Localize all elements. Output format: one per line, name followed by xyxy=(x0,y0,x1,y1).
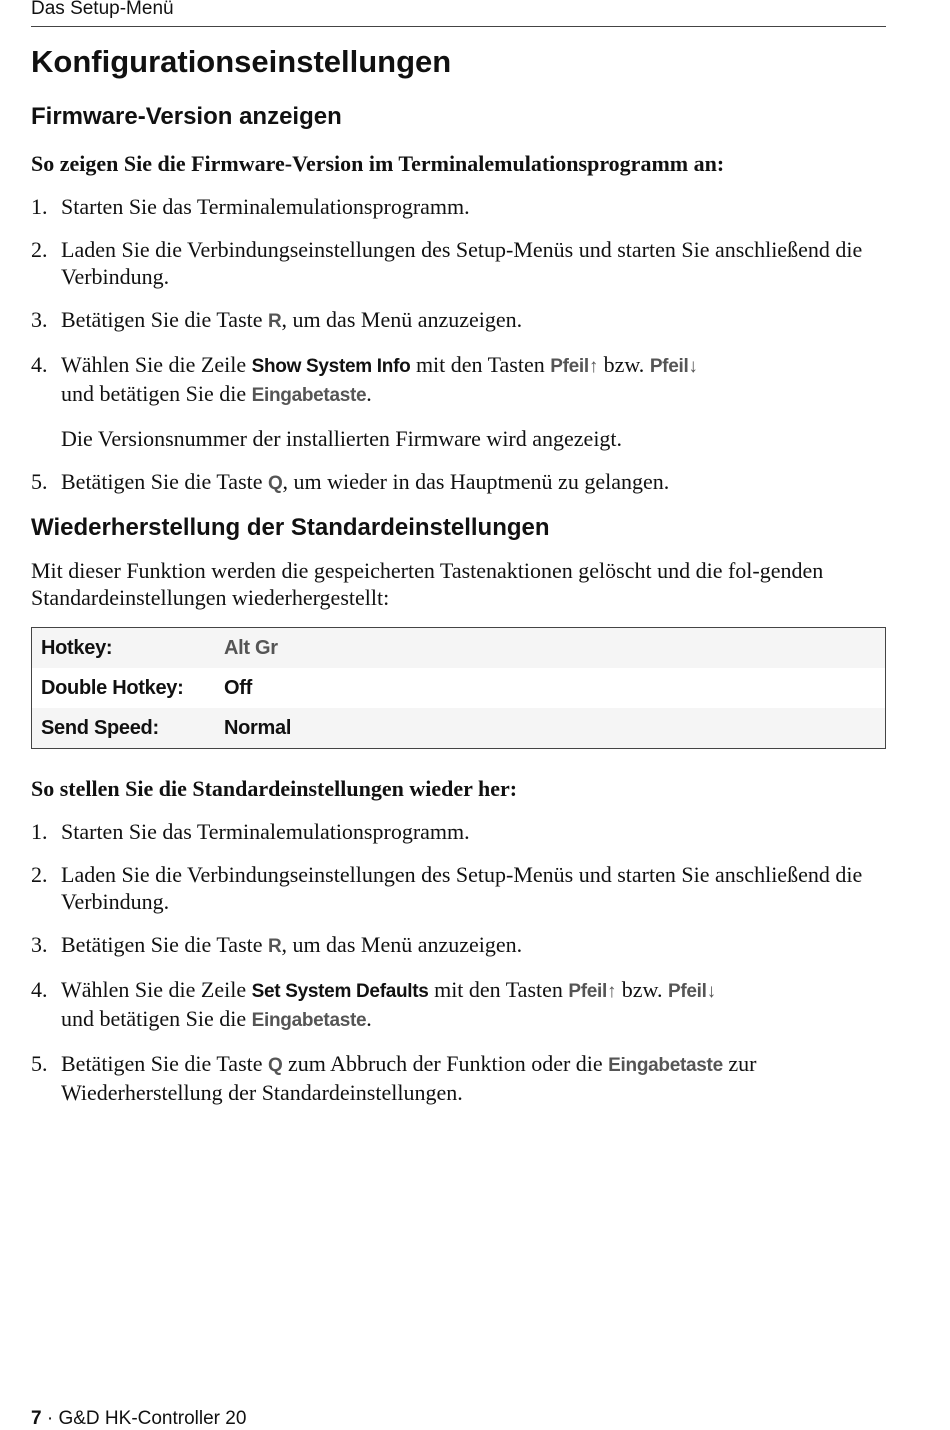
running-header: Das Setup-Menü xyxy=(31,0,174,19)
list-item xyxy=(31,306,886,335)
step-text-mid: bzw. xyxy=(598,352,650,377)
step-text-mid: mit den Tasten xyxy=(410,352,551,377)
footer-separator: · xyxy=(41,1408,59,1429)
key-name: Q xyxy=(268,1055,283,1076)
product-name: G&D HK-Controller 20 xyxy=(58,1408,247,1429)
key-name: R xyxy=(268,311,282,332)
step-text-pre: Betätigen Sie die Taste xyxy=(61,307,269,332)
table-row xyxy=(32,668,886,708)
step-text-mid: bzw. xyxy=(616,977,668,1002)
step-text-post: , um das Menü anzuzeigen. xyxy=(281,932,523,957)
key-name: Eingabetaste xyxy=(251,385,367,406)
table-cell-value: Off xyxy=(224,676,252,699)
step-text-pre: Betätigen Sie die Taste xyxy=(61,469,269,494)
key-name: Pfeil↑ xyxy=(550,356,599,377)
step-text-mid: zum Abbruch der Funktion oder die xyxy=(282,1051,609,1076)
list-item xyxy=(31,236,886,290)
step-text: Laden Sie die Verbindungseinstellungen des Setup-Menüs und starten Sie anschließend die Verbindung. xyxy=(61,237,863,289)
menu-entry-name: Set System Defaults xyxy=(251,981,429,1002)
step-text-pre: Wählen Sie die Zeile xyxy=(61,977,252,1002)
defaults-lead: So stellen Sie die Standardeinstellungen wieder her: xyxy=(31,776,518,801)
page-title: Konfigurationseinstellungen xyxy=(31,44,452,79)
table-cell-value: Normal xyxy=(215,708,886,749)
step-number: 3. xyxy=(31,932,48,957)
step-text-pre: Betätigen Sie die Taste xyxy=(61,932,269,957)
step-number: 3. xyxy=(31,307,48,332)
key-name: R xyxy=(268,936,282,957)
step-note: Die Versionsnummer der installierten Firmware wird angezeigt. xyxy=(61,426,623,451)
step-text: Laden Sie die Verbindungseinstellungen des Setup-Menüs und starten Sie anschließend die Verbindung. xyxy=(61,862,863,914)
key-name: Pfeil↑ xyxy=(568,981,617,1002)
step-number: 2. xyxy=(31,862,48,887)
table-row xyxy=(32,628,886,669)
list-item xyxy=(31,468,886,497)
section-title-defaults: Wiederherstellung der Standardeinstellungen xyxy=(31,514,550,541)
page-number: 7 xyxy=(31,1408,42,1429)
step-text-post: zur Wiederherstellung der Standardeinstellungen. xyxy=(61,1051,757,1105)
key-name: Eingabetaste xyxy=(251,1010,367,1031)
key-name: Pfeil↓ xyxy=(667,981,716,1002)
table-cell-label: Send Speed: xyxy=(32,708,216,749)
key-name: Eingabetaste xyxy=(608,1055,723,1076)
list-item xyxy=(31,193,886,220)
list-item xyxy=(31,931,886,960)
list-item xyxy=(31,351,886,452)
table-cell-label: Double Hotkey: xyxy=(41,676,184,699)
defaults-table xyxy=(31,627,886,749)
defaults-steps xyxy=(31,818,886,1106)
step-text-post: , um wieder in das Hauptmenü zu gelangen. xyxy=(282,469,670,494)
step-text-mid: und betätigen Sie die xyxy=(61,1006,252,1031)
list-item xyxy=(31,818,886,845)
key-name: Q xyxy=(268,473,283,494)
step-text-post: . xyxy=(366,381,372,406)
defaults-intro: Mit dieser Funktion werden die gespeicherten Tastenaktionen gelöscht und die fol-genden Standardeinstellungen wiederhergestellt: xyxy=(31,558,824,610)
list-item xyxy=(31,861,886,915)
step-number: 2. xyxy=(31,237,48,262)
table-cell-value: Alt Gr xyxy=(215,628,886,669)
step-text-pre: Wählen Sie die Zeile xyxy=(61,352,252,377)
step-text-mid: mit den Tasten xyxy=(428,977,569,1002)
table-row xyxy=(32,708,886,749)
firmware-lead: So zeigen Sie die Firmware-Version im Terminalemulationsprogramm an: xyxy=(31,151,725,176)
firmware-steps xyxy=(31,193,886,497)
step-text: Starten Sie das Terminalemulationsprogramm. xyxy=(61,819,470,844)
step-text: Starten Sie das Terminalemulationsprogramm. xyxy=(61,194,470,219)
page-content xyxy=(31,44,886,1122)
header-rule xyxy=(31,26,886,27)
step-text-post: . xyxy=(366,1006,372,1031)
step-number: 4. xyxy=(31,352,48,377)
step-text-pre: Betätigen Sie die Taste xyxy=(61,1051,269,1076)
menu-entry-name: Show System Info xyxy=(251,356,411,377)
table-cell-label: Hotkey: xyxy=(32,628,216,669)
step-text-post: , um das Menü anzuzeigen. xyxy=(281,307,523,332)
step-number: 5. xyxy=(31,469,48,494)
step-number: 5. xyxy=(31,1051,48,1076)
step-text-mid: und betätigen Sie die xyxy=(61,381,252,406)
step-number: 4. xyxy=(31,977,48,1002)
step-number: 1. xyxy=(31,819,48,844)
step-number: 1. xyxy=(31,194,48,219)
section-title-firmware: Firmware-Version anzeigen xyxy=(31,103,342,130)
key-name: Pfeil↓ xyxy=(649,356,698,377)
list-item xyxy=(31,1050,886,1106)
page-footer xyxy=(31,1408,246,1430)
list-item xyxy=(31,976,886,1034)
